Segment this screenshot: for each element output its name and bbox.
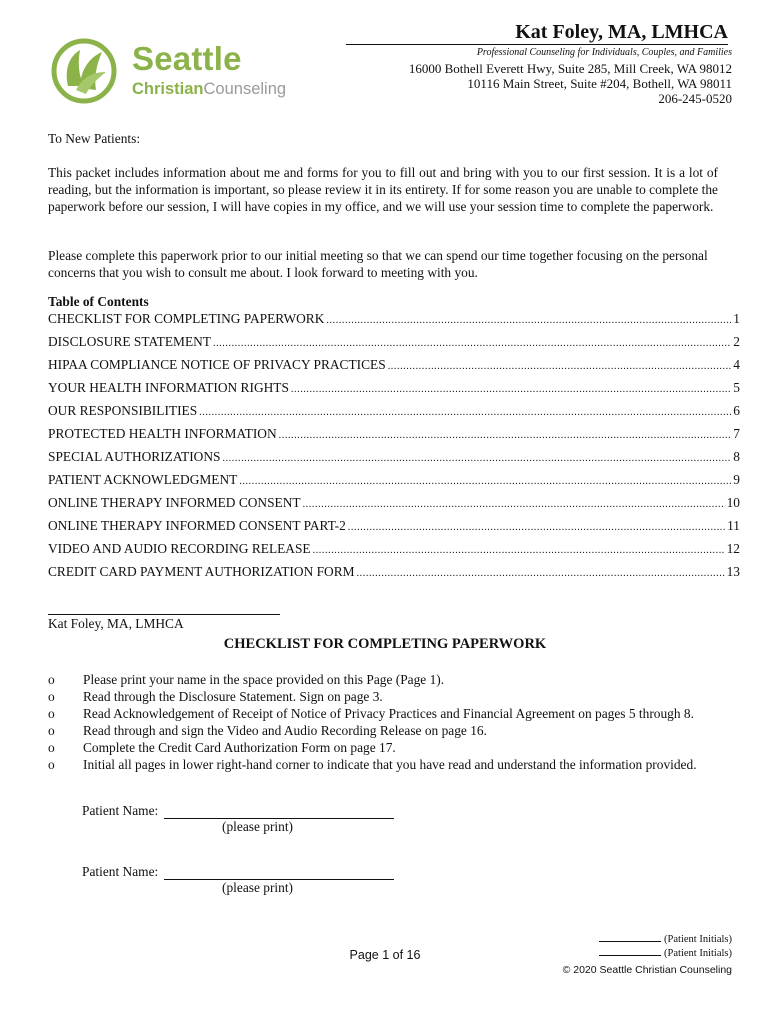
intro-paragraph: This packet includes information about me and forms for you to fill out and bring with you to our first session. It is a lot of reading, but the information is important, so please review it in its entirety. If for some reason you are unable to complete the paperwork before our session, I will have copies in my office, and we will use your session time to complete the paperwork. bbox=[48, 165, 718, 214]
toc-entry-label: OUR RESPONSIBILITIES bbox=[48, 403, 198, 418]
toc-leader-dots bbox=[303, 499, 725, 510]
toc-entry[interactable] bbox=[48, 334, 740, 357]
toc-leader-dots bbox=[388, 361, 732, 372]
toc-leader-dots bbox=[291, 384, 731, 395]
checklist-item bbox=[48, 756, 738, 773]
toc-leader-dots bbox=[357, 568, 725, 579]
header-rule bbox=[346, 44, 728, 45]
initials-field[interactable] bbox=[599, 941, 661, 942]
toc-entry[interactable] bbox=[48, 472, 740, 495]
checklist-item-text: Read through the Disclosure Statement. Sign on page 3. bbox=[83, 689, 383, 704]
toc-entry-label: CHECKLIST FOR COMPLETING PAPERWORK bbox=[48, 311, 325, 326]
checklist-item-text: Complete the Credit Card Authorization Form on page 17. bbox=[83, 740, 396, 755]
bullet-icon: o bbox=[48, 723, 55, 738]
toc-entry-label: ONLINE THERAPY INFORMED CONSENT bbox=[48, 495, 301, 510]
checklist-item bbox=[48, 671, 738, 688]
toc-entry[interactable] bbox=[48, 426, 740, 449]
bullet-icon: o bbox=[48, 689, 55, 704]
toc-entry-label: PROTECTED HEALTH INFORMATION bbox=[48, 426, 277, 441]
toc-entry-page: 8 bbox=[733, 449, 740, 464]
please-print-hint: (please print) bbox=[222, 819, 294, 834]
toc-leader-dots bbox=[326, 315, 731, 326]
toc-entry[interactable] bbox=[48, 403, 740, 426]
checklist-item bbox=[48, 705, 738, 722]
toc-entry-label: CREDIT CARD PAYMENT AUTHORIZATION FORM bbox=[48, 564, 355, 579]
toc-leader-dots bbox=[348, 522, 725, 533]
initials-field[interactable] bbox=[599, 955, 661, 956]
logo-subtitle: ChristianCounseling bbox=[132, 80, 287, 98]
toc-entry[interactable] bbox=[48, 311, 740, 334]
toc-entry-label: VIDEO AND AUDIO RECORDING RELEASE bbox=[48, 541, 311, 556]
checklist-title: CHECKLIST FOR COMPLETING PAPERWORK bbox=[223, 636, 547, 652]
toc-entry-page: 1 bbox=[733, 311, 740, 326]
toc-entry-label: YOUR HEALTH INFORMATION RIGHTS bbox=[48, 380, 289, 395]
checklist-item bbox=[48, 688, 738, 705]
contact-block bbox=[409, 61, 732, 106]
toc-entry-label: PATIENT ACKNOWLEDGMENT bbox=[48, 472, 238, 487]
please-print-hint: (please print) bbox=[222, 880, 294, 895]
toc-entry-page: 9 bbox=[733, 472, 740, 487]
checklist-item-text: Read Acknowledgement of Receipt of Notice of Privacy Practices and Financial Agreement on pages 5 through 8. bbox=[83, 706, 694, 721]
table-of-contents bbox=[48, 311, 740, 587]
toc-entry-label: ONLINE THERAPY INFORMED CONSENT PART-2 bbox=[48, 518, 346, 533]
toc-leader-dots bbox=[222, 453, 731, 464]
toc-entry[interactable] bbox=[48, 518, 740, 541]
toc-entry-label: HIPAA COMPLIANCE NOTICE OF PRIVACY PRACTICES bbox=[48, 357, 386, 372]
address-line-2: 10116 Main Street, Suite #204, Bothell, WA 98011 bbox=[467, 76, 732, 91]
toc-entry[interactable] bbox=[48, 541, 740, 564]
toc-entry-page: 12 bbox=[726, 541, 740, 556]
bullet-icon: o bbox=[48, 740, 55, 755]
toc-entry-page: 7 bbox=[733, 426, 740, 441]
toc-leader-dots bbox=[213, 338, 731, 349]
toc-entry[interactable] bbox=[48, 380, 740, 403]
toc-leader-dots bbox=[279, 430, 732, 441]
bullet-icon: o bbox=[48, 672, 55, 687]
toc-entry-label: DISCLOSURE STATEMENT bbox=[48, 334, 211, 349]
phone-number: 206-245-0520 bbox=[658, 91, 732, 106]
patient-name-label: Patient Name: bbox=[82, 864, 159, 879]
patient-name-label: Patient Name: bbox=[82, 803, 159, 818]
page-number: Page 1 of 16 bbox=[349, 948, 421, 962]
leaf-logo-icon bbox=[50, 38, 120, 104]
address-line-1: 16000 Bothell Everett Hwy, Suite 285, Mill Creek, WA 98012 bbox=[408, 61, 732, 76]
toc-leader-dots bbox=[239, 476, 731, 487]
checklist-item-text: Initial all pages in lower right-hand corner to indicate that you have read and understand the information provided. bbox=[83, 757, 697, 772]
toc-title: Table of Contents bbox=[48, 294, 149, 309]
bullet-icon: o bbox=[48, 757, 55, 772]
toc-entry-page: 4 bbox=[733, 357, 740, 372]
second-paragraph: Please complete this paperwork prior to our initial meeting so that we can spend our time together focusing on the personal concerns that you wish to consult me about. I look forward to meeting with you. bbox=[48, 248, 708, 280]
toc-entry-label: SPECIAL AUTHORIZATIONS bbox=[48, 449, 221, 464]
toc-leader-dots bbox=[313, 545, 725, 556]
toc-entry[interactable] bbox=[48, 495, 740, 518]
toc-entry[interactable] bbox=[48, 357, 740, 380]
copyright: © 2020 Seattle Christian Counseling bbox=[562, 964, 732, 976]
toc-entry-page: 11 bbox=[727, 518, 740, 533]
counselor-name: Kat Foley, MA, LMHCA bbox=[515, 21, 728, 43]
toc-leader-dots bbox=[199, 407, 731, 418]
checklist-item bbox=[48, 722, 738, 739]
toc-entry[interactable] bbox=[48, 564, 740, 587]
logo-seattle-text: Seattle bbox=[132, 40, 242, 77]
checklist-item-text: Read through and sign the Video and Audio Recording Release on page 16. bbox=[83, 723, 487, 738]
checklist-item bbox=[48, 739, 738, 756]
signature-line bbox=[48, 614, 280, 615]
bullet-icon: o bbox=[48, 706, 55, 721]
logo bbox=[50, 38, 322, 104]
tagline: Professional Counseling for Individuals, Couples, and Families bbox=[476, 47, 732, 58]
toc-entry-page: 5 bbox=[733, 380, 740, 395]
checklist bbox=[48, 671, 738, 773]
toc-entry-page: 13 bbox=[726, 564, 740, 579]
toc-entry-page: 6 bbox=[733, 403, 740, 418]
signature-name: Kat Foley, MA, LMHCA bbox=[48, 616, 184, 631]
greeting: To New Patients: bbox=[48, 131, 141, 146]
checklist-item-text: Please print your name in the space provided on this Page (Page 1). bbox=[83, 672, 445, 687]
patient-initials-1: (Patient Initials) bbox=[599, 934, 732, 945]
toc-entry[interactable] bbox=[48, 449, 740, 472]
patient-initials-2: (Patient Initials) bbox=[599, 948, 732, 959]
toc-entry-page: 2 bbox=[733, 334, 740, 349]
toc-entry-page: 10 bbox=[726, 495, 740, 510]
